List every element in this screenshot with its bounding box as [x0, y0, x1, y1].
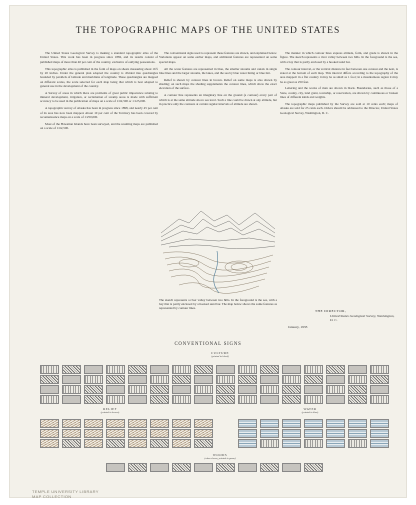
legend-symbol-swatch	[304, 395, 323, 404]
legend-group-label: WOODS	[212, 453, 228, 457]
legend-symbol-swatch	[260, 429, 279, 438]
legend-symbol-swatch	[216, 385, 235, 394]
paragraph: A Survey of areas in which there are problems of great public importance relating to mineral development, irrigation, or reclamation of swamp areas is made with sufficient accuracy to be used in the publication of maps on a scale of 1:62,500 or 1:125,000.	[40, 90, 158, 104]
legend-symbol-swatch	[282, 365, 301, 374]
legend-symbol-swatch	[40, 365, 59, 374]
legend-symbol-swatch	[172, 463, 191, 472]
legend-symbol-swatch	[172, 395, 191, 404]
legend-symbol-swatch	[84, 375, 103, 384]
legend-symbol-swatch	[304, 439, 323, 448]
legend-symbol-swatch	[62, 365, 81, 374]
legend-symbol-swatch	[304, 375, 323, 384]
legend-symbol-swatch	[282, 419, 301, 428]
legend-symbol-swatch	[282, 439, 301, 448]
signature-block	[280, 309, 398, 329]
paragraph: Relief is shown by contour lines in brown. Relief on some maps is also shown by shading; on such maps the shading supplements the contour lines, which show the exact elevation of the surface.	[159, 77, 277, 91]
stamp-line: MAP COLLECTION	[32, 494, 72, 499]
legend-symbol-swatch	[150, 365, 169, 374]
river-line	[214, 251, 219, 293]
legend-symbol-swatch	[260, 463, 279, 472]
legend-symbol-swatch	[326, 385, 345, 394]
legend-symbol-swatch	[370, 385, 389, 394]
legend-symbol-swatch	[106, 429, 125, 438]
legend-symbol-swatch	[260, 419, 279, 428]
legend-symbol-swatch	[106, 385, 125, 394]
legend-group-sub: (when shown, printed in green)	[204, 457, 236, 460]
signature-title: THE DIRECTOR,	[315, 309, 347, 313]
legend-symbol-swatch	[128, 429, 147, 438]
legend-symbol-swatch	[106, 375, 125, 384]
legend-symbol-swatch	[370, 439, 389, 448]
legend-symbol-swatch	[172, 429, 191, 438]
legend-symbol-swatch	[84, 365, 103, 374]
legend-symbol-swatch	[150, 463, 169, 472]
legend-symbol-swatch	[128, 395, 147, 404]
legend-symbol-swatch	[370, 375, 389, 384]
legend-symbol-swatch	[62, 385, 81, 394]
legend-symbol-swatch	[128, 419, 147, 428]
legend-symbol-swatch	[150, 439, 169, 448]
text-column-2	[159, 51, 277, 199]
legend-symbol-swatch	[260, 385, 279, 394]
paragraph: All the water features are represented in blue, the smaller streams and canals in single blue lines and the larger streams, the lakes, and the sea by blue water lining or blue tint.	[159, 66, 277, 75]
legend-group-label: WATER	[303, 407, 317, 411]
legend-group-sub: (printed in brown)	[100, 411, 120, 414]
legend-symbol-swatch	[172, 419, 191, 428]
legend-symbol-swatch	[370, 365, 389, 374]
legend-symbol-swatch	[216, 365, 235, 374]
legend-symbol-swatch	[282, 395, 301, 404]
legend-group-relief	[70, 407, 150, 414]
legend-symbol-swatch	[194, 375, 213, 384]
legend-symbol-swatch	[282, 463, 301, 472]
legend-symbol-swatch	[172, 439, 191, 448]
legend-symbol-swatch	[238, 439, 257, 448]
paragraph: The United States Geological Survey is making a standard topographic atlas of the United States. This work has been in progress since 1882, and its results consist of published maps of more than 40 per cent of the country, exclusive of outlying possessions.	[40, 51, 158, 64]
legend-group-label: RELIEF	[103, 407, 117, 411]
legend-symbol-swatch	[282, 385, 301, 394]
legend-symbol-swatch	[84, 385, 103, 394]
legend-symbol-swatch	[84, 419, 103, 428]
signature-agency: United States Geological Survey, Washington, D. C.	[330, 313, 395, 322]
legend-symbol-swatch	[128, 463, 147, 472]
paragraph: Lettering and the works of man are shown in black. Boundaries, such as those of a State, county, city, land grant, township, or reservation, are shown by continuous or broken lines of different kinds and weights.	[280, 86, 398, 100]
legend-symbol-swatch	[172, 365, 191, 374]
legend-symbol-swatch	[40, 395, 59, 404]
figure-caption: The sketch represents a river valley between two hills. In the foreground is the sea, with a bay that is partly enclosed by a hooked sand bar. The map below shows the same features as represented by contour lines.	[159, 298, 277, 311]
legend-symbol-swatch	[326, 439, 345, 448]
legend-symbol-swatch	[326, 429, 345, 438]
map-sheet	[10, 6, 406, 497]
legend-symbol-swatch	[260, 439, 279, 448]
legend-symbol-swatch	[106, 439, 125, 448]
perspective-sketch	[161, 211, 275, 249]
paragraph: The topographic maps published by the Survey are sold at 10 cents each; maps of Alaska are sold for 25 cents each. Orders should be addressed to the Director, United States Geological Survey, Washington, D. C.	[280, 101, 398, 115]
library-stamp	[32, 489, 99, 499]
legend-symbol-swatch	[62, 429, 81, 438]
legend-symbol-swatch	[106, 419, 125, 428]
legend-symbol-swatch	[150, 429, 169, 438]
legend-symbol-swatch	[238, 365, 257, 374]
legend-symbol-swatch	[194, 419, 213, 428]
paragraph: Most of the Hawaiian Islands have been surveyed, and the resulting maps are published on a scale of 1:62,500.	[40, 121, 158, 131]
legend-symbol-swatch	[150, 419, 169, 428]
legend-group-culture	[180, 351, 260, 358]
legend-symbol-swatch	[260, 375, 279, 384]
legend-symbol-swatch	[84, 439, 103, 448]
legend-symbol-swatch	[260, 365, 279, 374]
legend-symbol-swatch	[194, 439, 213, 448]
legend-symbol-swatch	[128, 375, 147, 384]
legend-symbol-swatch	[348, 429, 367, 438]
legend-symbol-swatch	[304, 365, 323, 374]
legend-symbol-swatch	[238, 429, 257, 438]
legend-symbol-swatch	[84, 395, 103, 404]
legend-symbol-swatch	[128, 365, 147, 374]
legend-symbol-swatch	[348, 365, 367, 374]
legend-symbol-swatch	[128, 439, 147, 448]
legend-group-label: CULTURE	[211, 351, 229, 355]
legend-title: CONVENTIONAL SIGNS	[174, 342, 242, 347]
legend-symbol-swatch	[304, 385, 323, 394]
legend-symbol-swatch	[304, 419, 323, 428]
stamp-line: TEMPLE UNIVERSITY LIBRARY	[32, 489, 99, 494]
legend-symbol-swatch	[62, 419, 81, 428]
legend-symbol-swatch	[304, 429, 323, 438]
legend-symbol-swatch	[150, 395, 169, 404]
legend-symbol-swatch	[238, 375, 257, 384]
document-title: THE TOPOGRAPHIC MAPS OF THE UNITED STATES	[75, 26, 341, 36]
legend-symbol-swatch	[150, 375, 169, 384]
legend-symbol-swatch	[326, 419, 345, 428]
legend-symbol-swatch	[282, 429, 301, 438]
legend-symbol-swatch	[128, 385, 147, 394]
legend-symbol-swatch	[106, 365, 125, 374]
legend-symbol-swatch	[304, 463, 323, 472]
legend-symbol-swatch	[326, 395, 345, 404]
text-column-3	[280, 51, 398, 306]
legend-symbol-swatch	[172, 385, 191, 394]
legend-symbol-swatch	[238, 463, 257, 472]
paragraph: The contour interval, or the vertical distance in feet between one contour and the next, is stated at the bottom of each map. This interval differs according to the topography of the area mapped: in a flat country it may be as small as 1 foot; in a mountainous region it may be as great as 250 feet.	[280, 66, 398, 84]
legend-symbol-swatch	[106, 463, 125, 472]
legend-symbol-swatch	[348, 385, 367, 394]
legend-symbol-swatch	[40, 385, 59, 394]
legend-symbol-swatch	[260, 395, 279, 404]
legend-symbol-swatch	[84, 429, 103, 438]
legend-symbol-swatch	[348, 439, 367, 448]
legend-symbol-swatch	[40, 375, 59, 384]
legend-group-sub: (printed in black)	[211, 355, 229, 358]
legend-symbol-swatch	[194, 365, 213, 374]
legend-symbol-swatch	[194, 385, 213, 394]
signature-date: January, 1933	[288, 324, 308, 329]
legend-symbol-swatch	[238, 385, 257, 394]
paragraph: This topographic atlas is published in the form of maps on sheets measuring about 16½ by 20 inches. Under the general plan adopted the country is divided into quadrangles bounded by parallels of latitude and meridians of longitude. These quadrangles are mapped on different scales, the scale selected for each map being that which is best adapted to general use in the development of the country.	[40, 66, 158, 88]
legend-symbol-swatch	[348, 375, 367, 384]
legend-symbol-swatch	[62, 439, 81, 448]
legend-symbol-swatch	[326, 375, 345, 384]
legend-group-sub: (printed in blue)	[301, 411, 319, 414]
conventional-signs-legend	[40, 351, 397, 481]
legend-symbol-swatch	[216, 395, 235, 404]
legend-symbol-swatch	[40, 419, 59, 428]
legend-symbol-swatch	[106, 395, 125, 404]
legend-symbol-swatch	[348, 395, 367, 404]
paragraph: The manner in which contour lines express altitude, form, and grade is shown in the figure. The sketch represents a river valley between two hills. In the foreground is the sea, with a bay that is partly enclosed by a hooked sand bar.	[280, 51, 398, 64]
legend-symbol-swatch	[194, 463, 213, 472]
paragraph: The conventional signs used to represent these features are shown, and explained below. Variations appear on some earlier maps, and additional features are represented on some special maps.	[159, 51, 277, 64]
legend-symbol-swatch	[238, 419, 257, 428]
contour-diagram-illustration	[159, 201, 277, 296]
legend-symbol-swatch	[370, 395, 389, 404]
legend-symbol-swatch	[370, 419, 389, 428]
legend-group-water	[270, 407, 350, 414]
legend-symbol-swatch	[216, 375, 235, 384]
legend-symbol-swatch	[370, 429, 389, 438]
legend-symbol-swatch	[62, 375, 81, 384]
legend-symbol-swatch	[194, 429, 213, 438]
legend-symbol-swatch	[348, 419, 367, 428]
paragraph: A contour line represents an imaginary line on the ground (a contour) every part of which is at the same altitude above sea level. Such a line could be drawn at any altitude, but in practice only the contours at certain regular intervals of altitude are shown.	[159, 93, 277, 106]
legend-group-woods	[180, 453, 260, 460]
legend-symbol-swatch	[62, 395, 81, 404]
legend-symbol-swatch	[150, 385, 169, 394]
legend-symbol-swatch	[194, 395, 213, 404]
legend-symbol-swatch	[40, 439, 59, 448]
legend-symbol-swatch	[326, 365, 345, 374]
contour-map	[163, 252, 273, 293]
legend-symbol-swatch	[172, 375, 191, 384]
legend-symbol-swatch	[40, 429, 59, 438]
text-column-1	[40, 51, 158, 306]
paragraph: A topographic survey of Alaska has been in progress since 1898, and nearly 45 per cent of its area has now been mapped. About 10 per cent of the Territory has been covered by reconnaissance maps on a scale of 1:250,000.	[40, 106, 158, 119]
legend-symbol-swatch	[238, 395, 257, 404]
legend-symbol-swatch	[216, 463, 235, 472]
legend-symbol-swatch	[282, 375, 301, 384]
